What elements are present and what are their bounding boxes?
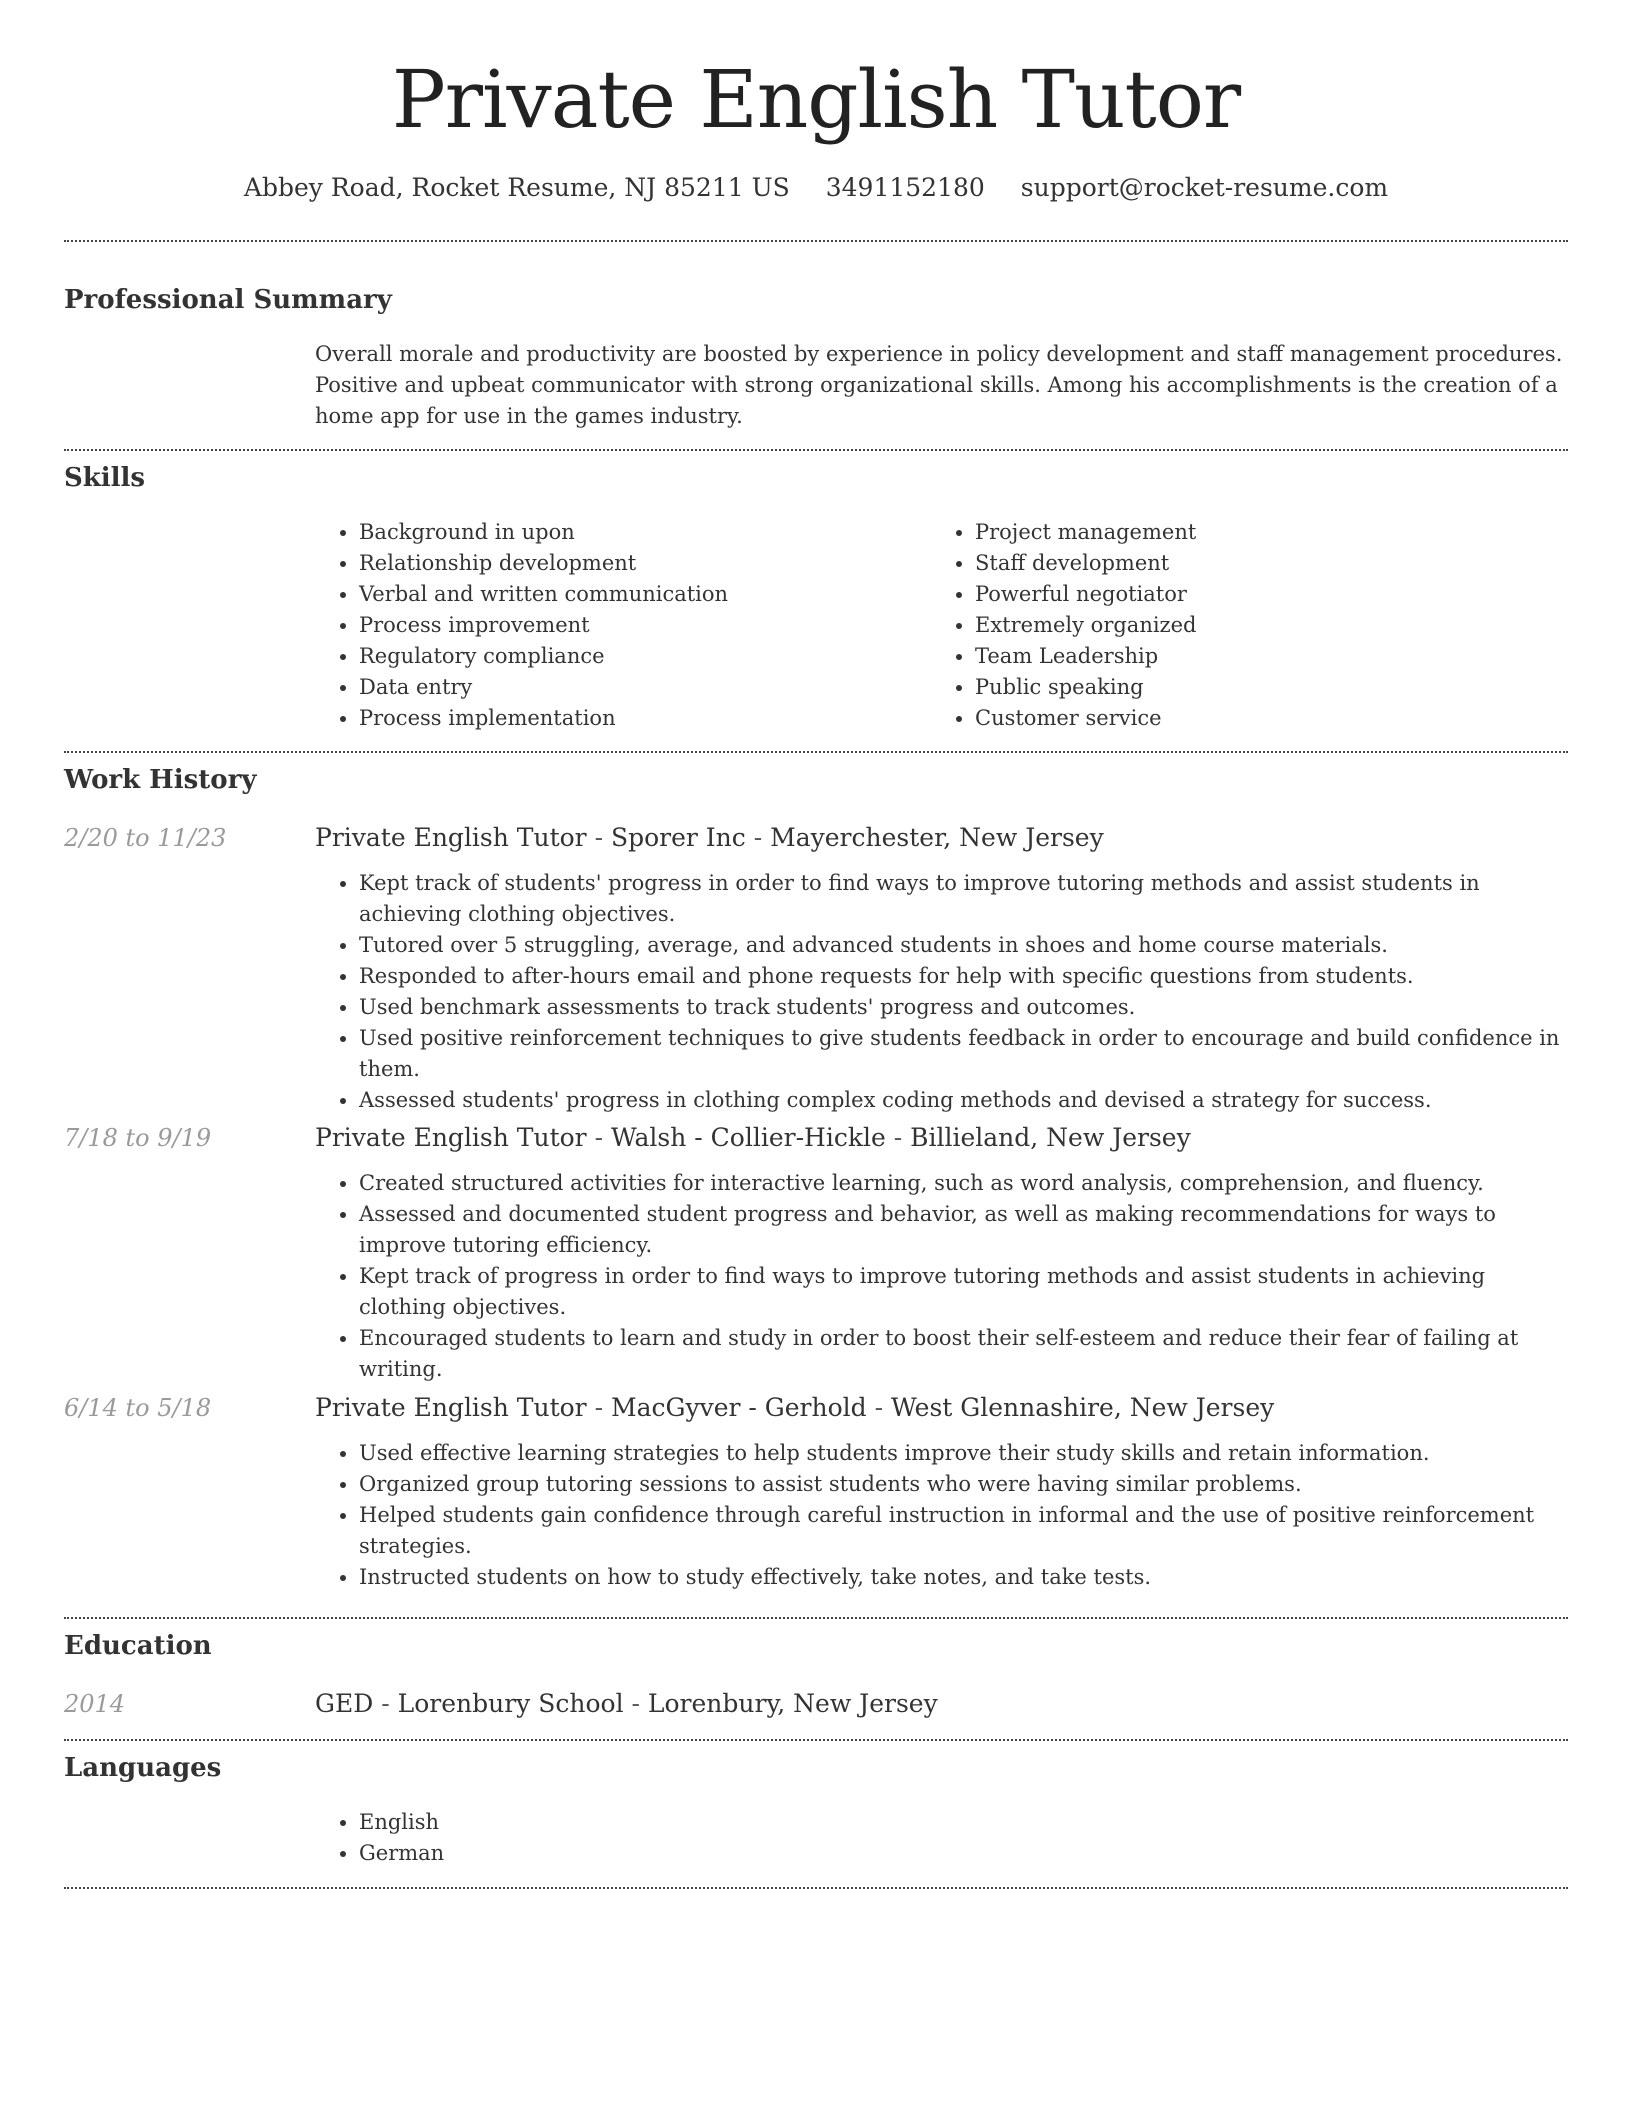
section-divider xyxy=(64,1739,1568,1741)
education-school: Lorenbury School xyxy=(397,1689,624,1718)
language-item: • German xyxy=(359,1838,1568,1869)
skills-list-left xyxy=(315,517,931,734)
job-role: Private English Tutor xyxy=(315,1393,587,1422)
skill-item: • Process improvement xyxy=(359,610,931,641)
skill-item: • Powerful negotiator xyxy=(975,579,1547,610)
job-company: Sporer Inc xyxy=(610,823,746,852)
skill-item: • Process implementation xyxy=(359,703,931,734)
job-bullet: • Organized group tutoring sessions to assist students who were having similar problems. xyxy=(359,1469,1568,1500)
skills-grid xyxy=(315,517,1568,734)
job-location: West Glennashire, New Jersey xyxy=(891,1393,1275,1422)
skills-column-left xyxy=(315,517,931,734)
job-bullets xyxy=(315,1438,1568,1593)
education-title: Education xyxy=(64,1631,212,1661)
skill-item: • Background in upon xyxy=(359,517,931,548)
job-location: Mayerchester, New Jersey xyxy=(770,823,1104,852)
education-section xyxy=(64,1629,1568,1721)
summary-text: Overall morale and productivity are boosted by experience in policy development and staff management procedures. Positive and upbeat communicator with strong organizational skills. Among his accomplishments is the creation of a home app for use in the games industry. xyxy=(315,342,1563,428)
job-bullet: • Kept track of students' progress in order to find ways to improve tutoring methods and assist students in achieving clothing objectives. xyxy=(359,868,1568,930)
job-date: 7/18 to 9/19 xyxy=(64,1124,212,1152)
education-location: Lorenbury, New Jersey xyxy=(647,1689,938,1718)
job-header xyxy=(64,821,1568,855)
skill-item: • Relationship development xyxy=(359,548,931,579)
job-bullet: • Responded to after-hours email and phone requests for help with specific questions from students. xyxy=(359,961,1568,992)
skill-item: • Verbal and written communication xyxy=(359,579,931,610)
job-heading: Private English Tutor - Walsh - Collier-Hickle - Billieland, New Jersey xyxy=(315,1123,1191,1152)
job-bullet: • Used effective learning strategies to help students improve their study skills and retain information. xyxy=(359,1438,1568,1469)
job-bullet: • Used positive reinforcement techniques to give students feedback in order to encourage and build confidence in them. xyxy=(359,1023,1568,1085)
skill-item: • Project management xyxy=(975,517,1547,548)
job-header xyxy=(64,1391,1568,1425)
languages-title: Languages xyxy=(64,1753,222,1783)
languages-section xyxy=(64,1751,1568,1869)
job-entry xyxy=(64,821,1568,1116)
contact-address: Abbey Road, Rocket Resume, NJ 85211 US xyxy=(243,173,790,202)
job-bullet: • Assessed and documented student progress and behavior, as well as making recommendations for ways to improve tutoring efficiency. xyxy=(359,1199,1568,1261)
education-entry xyxy=(64,1687,1568,1721)
skills-list-right xyxy=(931,517,1547,734)
skill-item: • Public speaking xyxy=(975,672,1547,703)
skill-item: • Staff development xyxy=(975,548,1547,579)
job-entry xyxy=(64,1391,1568,1593)
section-divider xyxy=(64,240,1568,242)
job-heading: Private English Tutor - Sporer Inc - Mayerchester, New Jersey xyxy=(315,823,1104,852)
job-date: 2/20 to 11/23 xyxy=(64,824,227,852)
contact-email[interactable]: support@rocket-resume.com xyxy=(1020,173,1389,202)
section-divider xyxy=(64,1887,1568,1889)
skill-item: • Extremely organized xyxy=(975,610,1547,641)
education-heading: GED - Lorenbury School - Lorenbury, New Jersey xyxy=(315,1689,938,1718)
job-entry xyxy=(64,1121,1568,1385)
languages-list-wrap xyxy=(315,1807,1568,1869)
job-location: Billieland, New Jersey xyxy=(910,1123,1191,1152)
job-bullet: • Encouraged students to learn and study in order to boost their self-esteem and reduce their fear of failing at writing. xyxy=(359,1323,1568,1385)
job-heading: Private English Tutor - MacGyver - Gerhold - West Glennashire, New Jersey xyxy=(315,1393,1275,1422)
job-bullet: • Assessed students' progress in clothing complex coding methods and devised a strategy for success. xyxy=(359,1085,1568,1116)
section-divider xyxy=(64,751,1568,753)
job-bullet: • Created structured activities for interactive learning, such as word analysis, comprehension, and fluency. xyxy=(359,1168,1568,1199)
job-date: 6/14 to 5/18 xyxy=(64,1394,212,1422)
job-bullet: • Used benchmark assessments to track students' progress and outcomes. xyxy=(359,992,1568,1023)
education-date: 2014 xyxy=(64,1690,126,1718)
skill-item: • Data entry xyxy=(359,672,931,703)
job-bullet: • Instructed students on how to study effectively, take notes, and take tests. xyxy=(359,1562,1568,1593)
contact-phone: 3491152180 xyxy=(825,173,985,202)
job-company: MacGyver - Gerhold xyxy=(610,1393,867,1422)
job-bullet: • Tutored over 5 struggling, average, and advanced students in shoes and home course materials. xyxy=(359,930,1568,961)
skills-section xyxy=(64,461,1568,734)
section-divider xyxy=(64,1617,1568,1619)
job-bullets xyxy=(315,1168,1568,1385)
job-bullet: • Kept track of progress in order to find ways to improve tutoring methods and assist students in achieving clothing objectives. xyxy=(359,1261,1568,1323)
work-section xyxy=(64,763,1568,797)
job-bullet: • Helped students gain confidence through careful instruction in informal and the use of positive reinforcement strategies. xyxy=(359,1500,1568,1562)
skills-column-right xyxy=(931,517,1547,734)
education-degree: GED xyxy=(315,1689,374,1718)
resume-name: Private English Tutor xyxy=(391,53,1241,146)
skill-item: • Regulatory compliance xyxy=(359,641,931,672)
contact-line xyxy=(64,170,1568,206)
job-role: Private English Tutor xyxy=(315,823,587,852)
job-role: Private English Tutor xyxy=(315,1123,587,1152)
summary-title: Professional Summary xyxy=(64,285,392,315)
job-header xyxy=(64,1121,1568,1155)
work-title: Work History xyxy=(64,765,257,795)
language-item: • English xyxy=(359,1807,1568,1838)
job-company: Walsh - Collier-Hickle xyxy=(610,1123,886,1152)
job-bullets xyxy=(315,868,1568,1116)
skill-item: • Customer service xyxy=(975,703,1547,734)
summary-section xyxy=(64,283,1568,432)
languages-list xyxy=(315,1807,1568,1869)
skill-item: • Team Leadership xyxy=(975,641,1547,672)
section-divider xyxy=(64,449,1568,451)
skills-title: Skills xyxy=(64,463,146,493)
